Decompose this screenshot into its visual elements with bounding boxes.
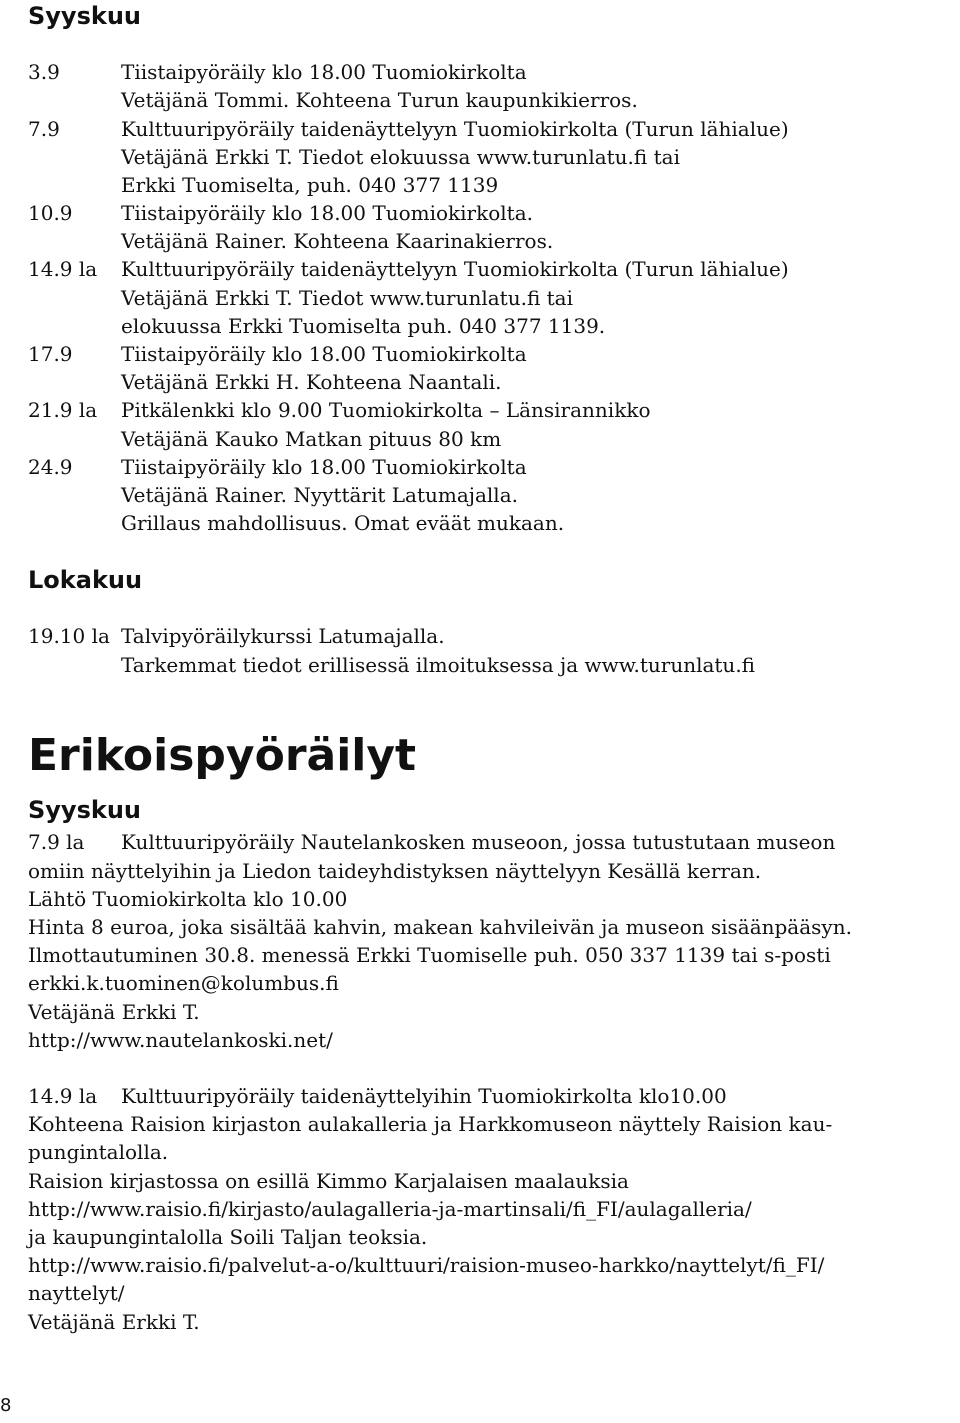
url-link[interactable]: http://www.raisio.fi/palvelut-a-o/kulttuuri/raision-museo-harkko/nayttelyt/fi_FI/ (28, 1253, 825, 1277)
event-line: Kohteena Raision kirjaston aulakalleria ja Harkkomuseon näyttely Raision kau- (28, 1112, 833, 1136)
section-heading-syyskuu: Syyskuu (28, 2, 141, 30)
event-line: Lähtö Tuomiokirkolta klo 10.00 (28, 887, 348, 911)
event-line: Vetäjänä Erkki H. Kohteena Naantali. (121, 370, 502, 394)
page-title: Erikoispyöräilyt (28, 730, 417, 781)
page-number: 8 (0, 1395, 12, 1416)
email-link[interactable]: erkki.k.tuominen@kolumbus.fi (28, 971, 339, 995)
event-date: 21.9 la (28, 398, 98, 422)
url-link[interactable]: http://www.nautelankoski.net/ (28, 1028, 333, 1052)
event-line: Kulttuuripyöräily taidenäyttelyyn Tuomiokirkolta (Turun lähialue) (121, 257, 789, 281)
event-line: ja kaupungintalolla Soili Taljan teoksia. (28, 1225, 428, 1249)
event-line: Vetäjänä Erkki T. (28, 1310, 200, 1334)
event-date: 7.9 la (28, 830, 85, 854)
event-line: Erkki Tuomiselta, puh. 040 377 1139 (121, 173, 499, 197)
event-date: 3.9 (28, 60, 60, 84)
url-link[interactable]: http://www.raisio.fi/kirjasto/aulagalleria-ja-martinsali/fi_FI/aulagalleria/ (28, 1197, 752, 1221)
event-date: 14.9 la (28, 1084, 98, 1108)
event-title: Kulttuuripyöräily Nautelankosken museoon, jossa tutustutaan museon (121, 830, 836, 854)
event-line: Tiistaipyöräily klo 18.00 Tuomiokirkolta (121, 60, 527, 84)
event-date: 24.9 (28, 455, 73, 479)
event-line: Vetäjänä Erkki T. Tiedot elokuussa www.turunlatu.fi tai (121, 145, 680, 169)
event-date: 14.9 la (28, 257, 98, 281)
event-line: Hinta 8 euroa, joka sisältää kahvin, makean kahvileivän ja museon sisäänpääsyn. (28, 915, 852, 939)
event-date: 19.10 la (28, 624, 110, 648)
event-line: pungintalolla. (28, 1140, 169, 1164)
event-date: 7.9 (28, 117, 60, 141)
section-heading-syyskuu: Syyskuu (28, 796, 141, 824)
event-date: 10.9 (28, 201, 73, 225)
event-line: omiin näyttelyihin ja Liedon taideyhdistyksen näyttelyyn Kesällä kerran. (28, 859, 762, 883)
event-line: Ilmottautuminen 30.8. menessä Erkki Tuomiselle puh. 050 337 1139 tai s-posti (28, 943, 831, 967)
event-line: Pitkälenkki klo 9.00 Tuomiokirkolta – Länsirannikko (121, 398, 651, 422)
event-line: Raision kirjastossa on esillä Kimmo Karjalaisen maalauksia (28, 1169, 629, 1193)
event-line: Tarkemmat tiedot erillisessä ilmoituksessa ja www.turunlatu.fi (121, 653, 756, 677)
event-line: Tiistaipyöräily klo 18.00 Tuomiokirkolta (121, 342, 527, 366)
section-heading-lokakuu: Lokakuu (28, 566, 143, 594)
event-line: Tiistaipyöräily klo 18.00 Tuomiokirkolta (121, 455, 527, 479)
event-line: Vetäjänä Rainer. Kohteena Kaarinakierros. (121, 229, 554, 253)
url-link-continued[interactable]: nayttelyt/ (28, 1281, 125, 1305)
event-line: Vetäjänä Erkki T. Tiedot www.turunlatu.fi tai (121, 286, 574, 310)
event-line: Vetäjänä Erkki T. (28, 1000, 200, 1024)
event-line: Tiistaipyöräily klo 18.00 Tuomiokirkolta. (121, 201, 533, 225)
event-line: elokuussa Erkki Tuomiselta puh. 040 377 1139. (121, 314, 606, 338)
event-line: Vetäjänä Tommi. Kohteena Turun kaupunkikierros. (121, 88, 638, 112)
event-line: Talvipyöräilykurssi Latumajalla. (121, 624, 445, 648)
event-line: Grillaus mahdollisuus. Omat eväät mukaan. (121, 511, 565, 535)
event-title: Kulttuuripyöräily taidenäyttelyihin Tuomiokirkolta klo10.00 (121, 1084, 727, 1108)
event-line: Vetäjänä Rainer. Nyyttärit Latumajalla. (121, 483, 518, 507)
event-line: Vetäjänä Kauko Matkan pituus 80 km (121, 427, 502, 451)
event-date: 17.9 (28, 342, 73, 366)
event-line: Kulttuuripyöräily taidenäyttelyyn Tuomiokirkolta (Turun lähialue) (121, 117, 789, 141)
